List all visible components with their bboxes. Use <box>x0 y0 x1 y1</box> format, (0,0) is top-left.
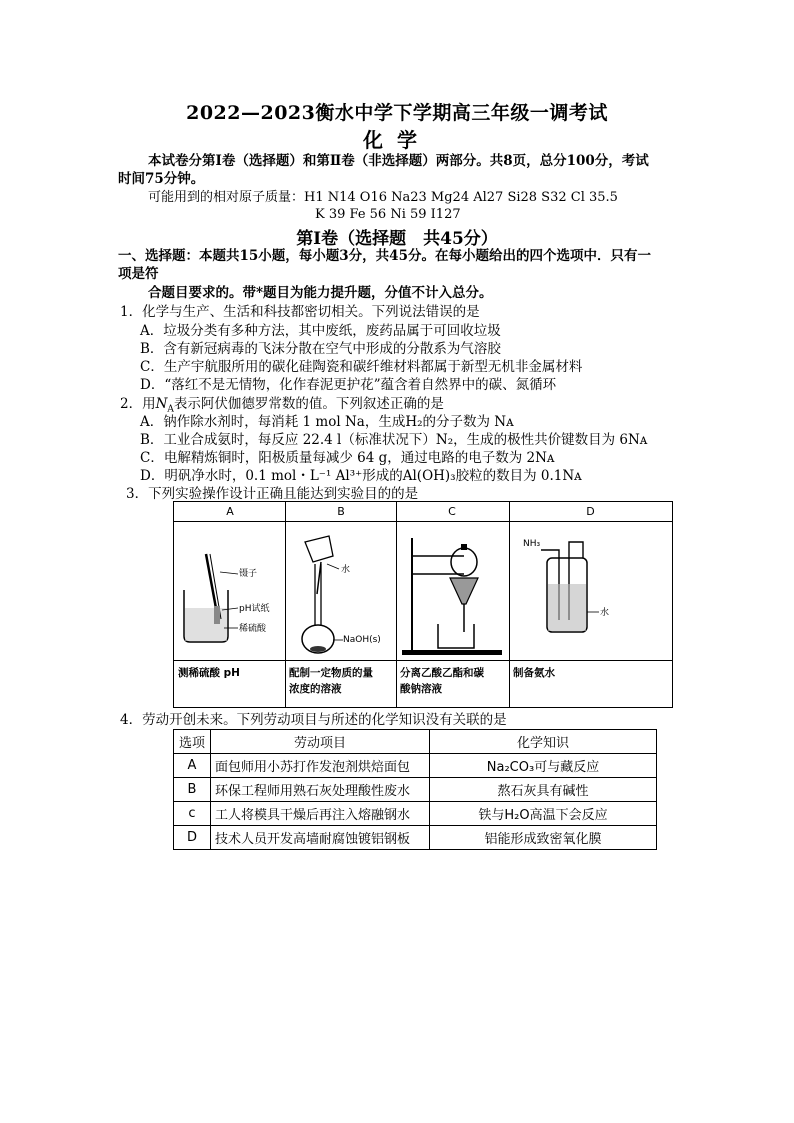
row-knowledge: 铁与H₂O高温下会反应 <box>430 802 657 826</box>
q1-option-b: B．含有新冠病毒的飞沫分散在空气中形成的分散系为气溶胶 <box>140 341 501 357</box>
q1-option-a: A．垃圾分类有多种方法，其中废纸，废药品属于可回收垃圾 <box>140 323 501 339</box>
ammonia-water-apparatus <box>511 524 671 659</box>
label-water-d: 水 <box>600 608 610 618</box>
subject-title: 化学 <box>363 128 431 152</box>
atomic-mass-line-1: 可能用到的相对原子质量：H1 N14 O16 Na23 Mg24 Al27 Si28 S32 Cl 35.5 <box>148 190 618 205</box>
q4-stem: 4．劳动开创未来。下列劳动项目与所述的化学知识没有关联的是 <box>120 712 507 728</box>
table-row <box>174 778 657 802</box>
experiment-header-rule <box>174 521 672 522</box>
experiment-divider <box>396 502 397 707</box>
label-ph-paper: pH试纸 <box>239 604 270 614</box>
q2-option-a: A．钠作除水剂时，每消耗 1 mol Na，生成H₂的分子数为 Nᴀ <box>140 414 514 430</box>
row-option: c <box>174 802 211 826</box>
table-row <box>174 802 657 826</box>
label-tweezers: 镊子 <box>239 569 258 579</box>
caption-b-line-2: 浓度的溶液 <box>289 683 342 695</box>
q1-option-d: D．“落红不是无情物，化作春泥更护花”蕴含着自然界中的碳、氮循环 <box>140 377 557 393</box>
row-option: D <box>174 826 211 850</box>
experiment-divider <box>509 502 510 707</box>
row-labor: 技术人员开发高墙耐腐蚀镀铝钢板 <box>211 826 430 850</box>
experiment-header-b: B <box>337 505 345 518</box>
experiment-caption-rule <box>174 660 672 661</box>
row-option: B <box>174 778 211 802</box>
q2-na-symbol: N <box>155 396 168 412</box>
label-nh3: NH₃ <box>523 539 541 549</box>
table-row <box>174 826 657 850</box>
column-header-option: 选项 <box>174 730 211 754</box>
q2-na-subscript: A <box>167 404 174 415</box>
row-knowledge: 铝能形成致密氧化膜 <box>430 826 657 850</box>
atomic-mass-line-2: K 39 Fe 56 Ni 59 I127 <box>315 207 461 222</box>
q1-option-c: C．生产宇航服所用的碳化硅陶瓷和碳纤维材料都属于新型无机非金属材料 <box>140 359 583 375</box>
label-naoh: NaOH(s) <box>343 635 381 645</box>
section-instruction-1: 一、选择题：本题共15小题，每小题3分，共45分。在每小题给出的四个选项中．只有一 <box>118 248 651 264</box>
exam-title: 2022—2023衡水中学下学期高三年级一调考试 <box>186 102 608 124</box>
ph-test-apparatus <box>176 524 284 659</box>
experiment-header-c: C <box>448 505 456 518</box>
experiment-caption-b <box>289 665 373 697</box>
row-knowledge: Na₂CO₃可与藏反应 <box>430 754 657 778</box>
caption-c-line-2: 酸钠溶液 <box>400 683 442 695</box>
experiment-caption-d: 制备氨水 <box>513 667 555 679</box>
label-water-b: 水 <box>341 565 351 575</box>
intro-line-2: 时间75分钟。 <box>118 171 205 187</box>
intro-line-1: 本试卷分第Ⅰ卷（选择题）和第Ⅱ卷（非选择题）两部分。共8页，总分100分，考试 <box>148 153 649 169</box>
q3-stem: 3．下列实验操作设计正确且能达到实验目的的是 <box>126 486 419 502</box>
row-labor: 面包师用小苏打作发泡剂烘焙面包 <box>211 754 430 778</box>
q1-stem: 1．化学与生产、生活和科技都密切相关。下列说法错误的是 <box>120 304 480 320</box>
experiment-divider <box>285 502 286 707</box>
row-labor: 环保工程师用熟石灰处理酸性废水 <box>211 778 430 802</box>
row-option: A <box>174 754 211 778</box>
labor-knowledge-table <box>173 729 657 850</box>
experiment-header-a: A <box>226 505 234 518</box>
q2-option-b: B．工业合成氨时，每反应 22.4 l（标准状况下）N₂，生成的极性共价键数目为 6Nᴀ <box>140 432 648 448</box>
label-dilute-acid: 稀硫酸 <box>239 624 267 634</box>
table-row <box>174 754 657 778</box>
row-labor: 工人将模具干燥后再注入熔融钢水 <box>211 802 430 826</box>
experiment-caption-c <box>400 665 484 697</box>
section-instruction-2: 项是符 <box>118 266 159 282</box>
section-title: 第Ⅰ卷（选择题 共45分） <box>296 229 498 249</box>
table-header-row <box>174 730 657 754</box>
experiment-caption-a: 测稀硫酸 pH <box>178 667 240 679</box>
caption-b-line-1: 配制一定物质的量 <box>289 667 373 679</box>
column-header-knowledge: 化学知识 <box>430 730 657 754</box>
q2-stem-suffix: 表示阿伏伽德罗常数的值。下列叙述正确的是 <box>173 396 444 412</box>
caption-c-line-1: 分离乙酸乙酯和碳 <box>400 667 484 679</box>
column-header-labor: 劳动项目 <box>211 730 430 754</box>
section-instruction-3: 合题目要求的。带*题目为能力提升题，分值不计入总分。 <box>148 285 493 301</box>
q2-stem-prefix: 2．用 <box>120 396 156 412</box>
experiment-header-d: D <box>586 505 595 518</box>
q2-option-c: C．电解精炼铜时，阳极质量每减少 64 g，通过电路的电子数为 2Nᴀ <box>140 450 555 466</box>
row-knowledge: 熬石灰具有碱性 <box>430 778 657 802</box>
volumetric-flask-apparatus <box>287 524 395 659</box>
q2-option-d: D．明矾净水时，0.1 mol・L⁻¹ Al³⁺形成的Al(OH)₃胶粒的数目为 0.1Nᴀ <box>140 468 582 484</box>
separatory-funnel-apparatus <box>398 524 508 659</box>
experiment-table <box>173 501 673 708</box>
